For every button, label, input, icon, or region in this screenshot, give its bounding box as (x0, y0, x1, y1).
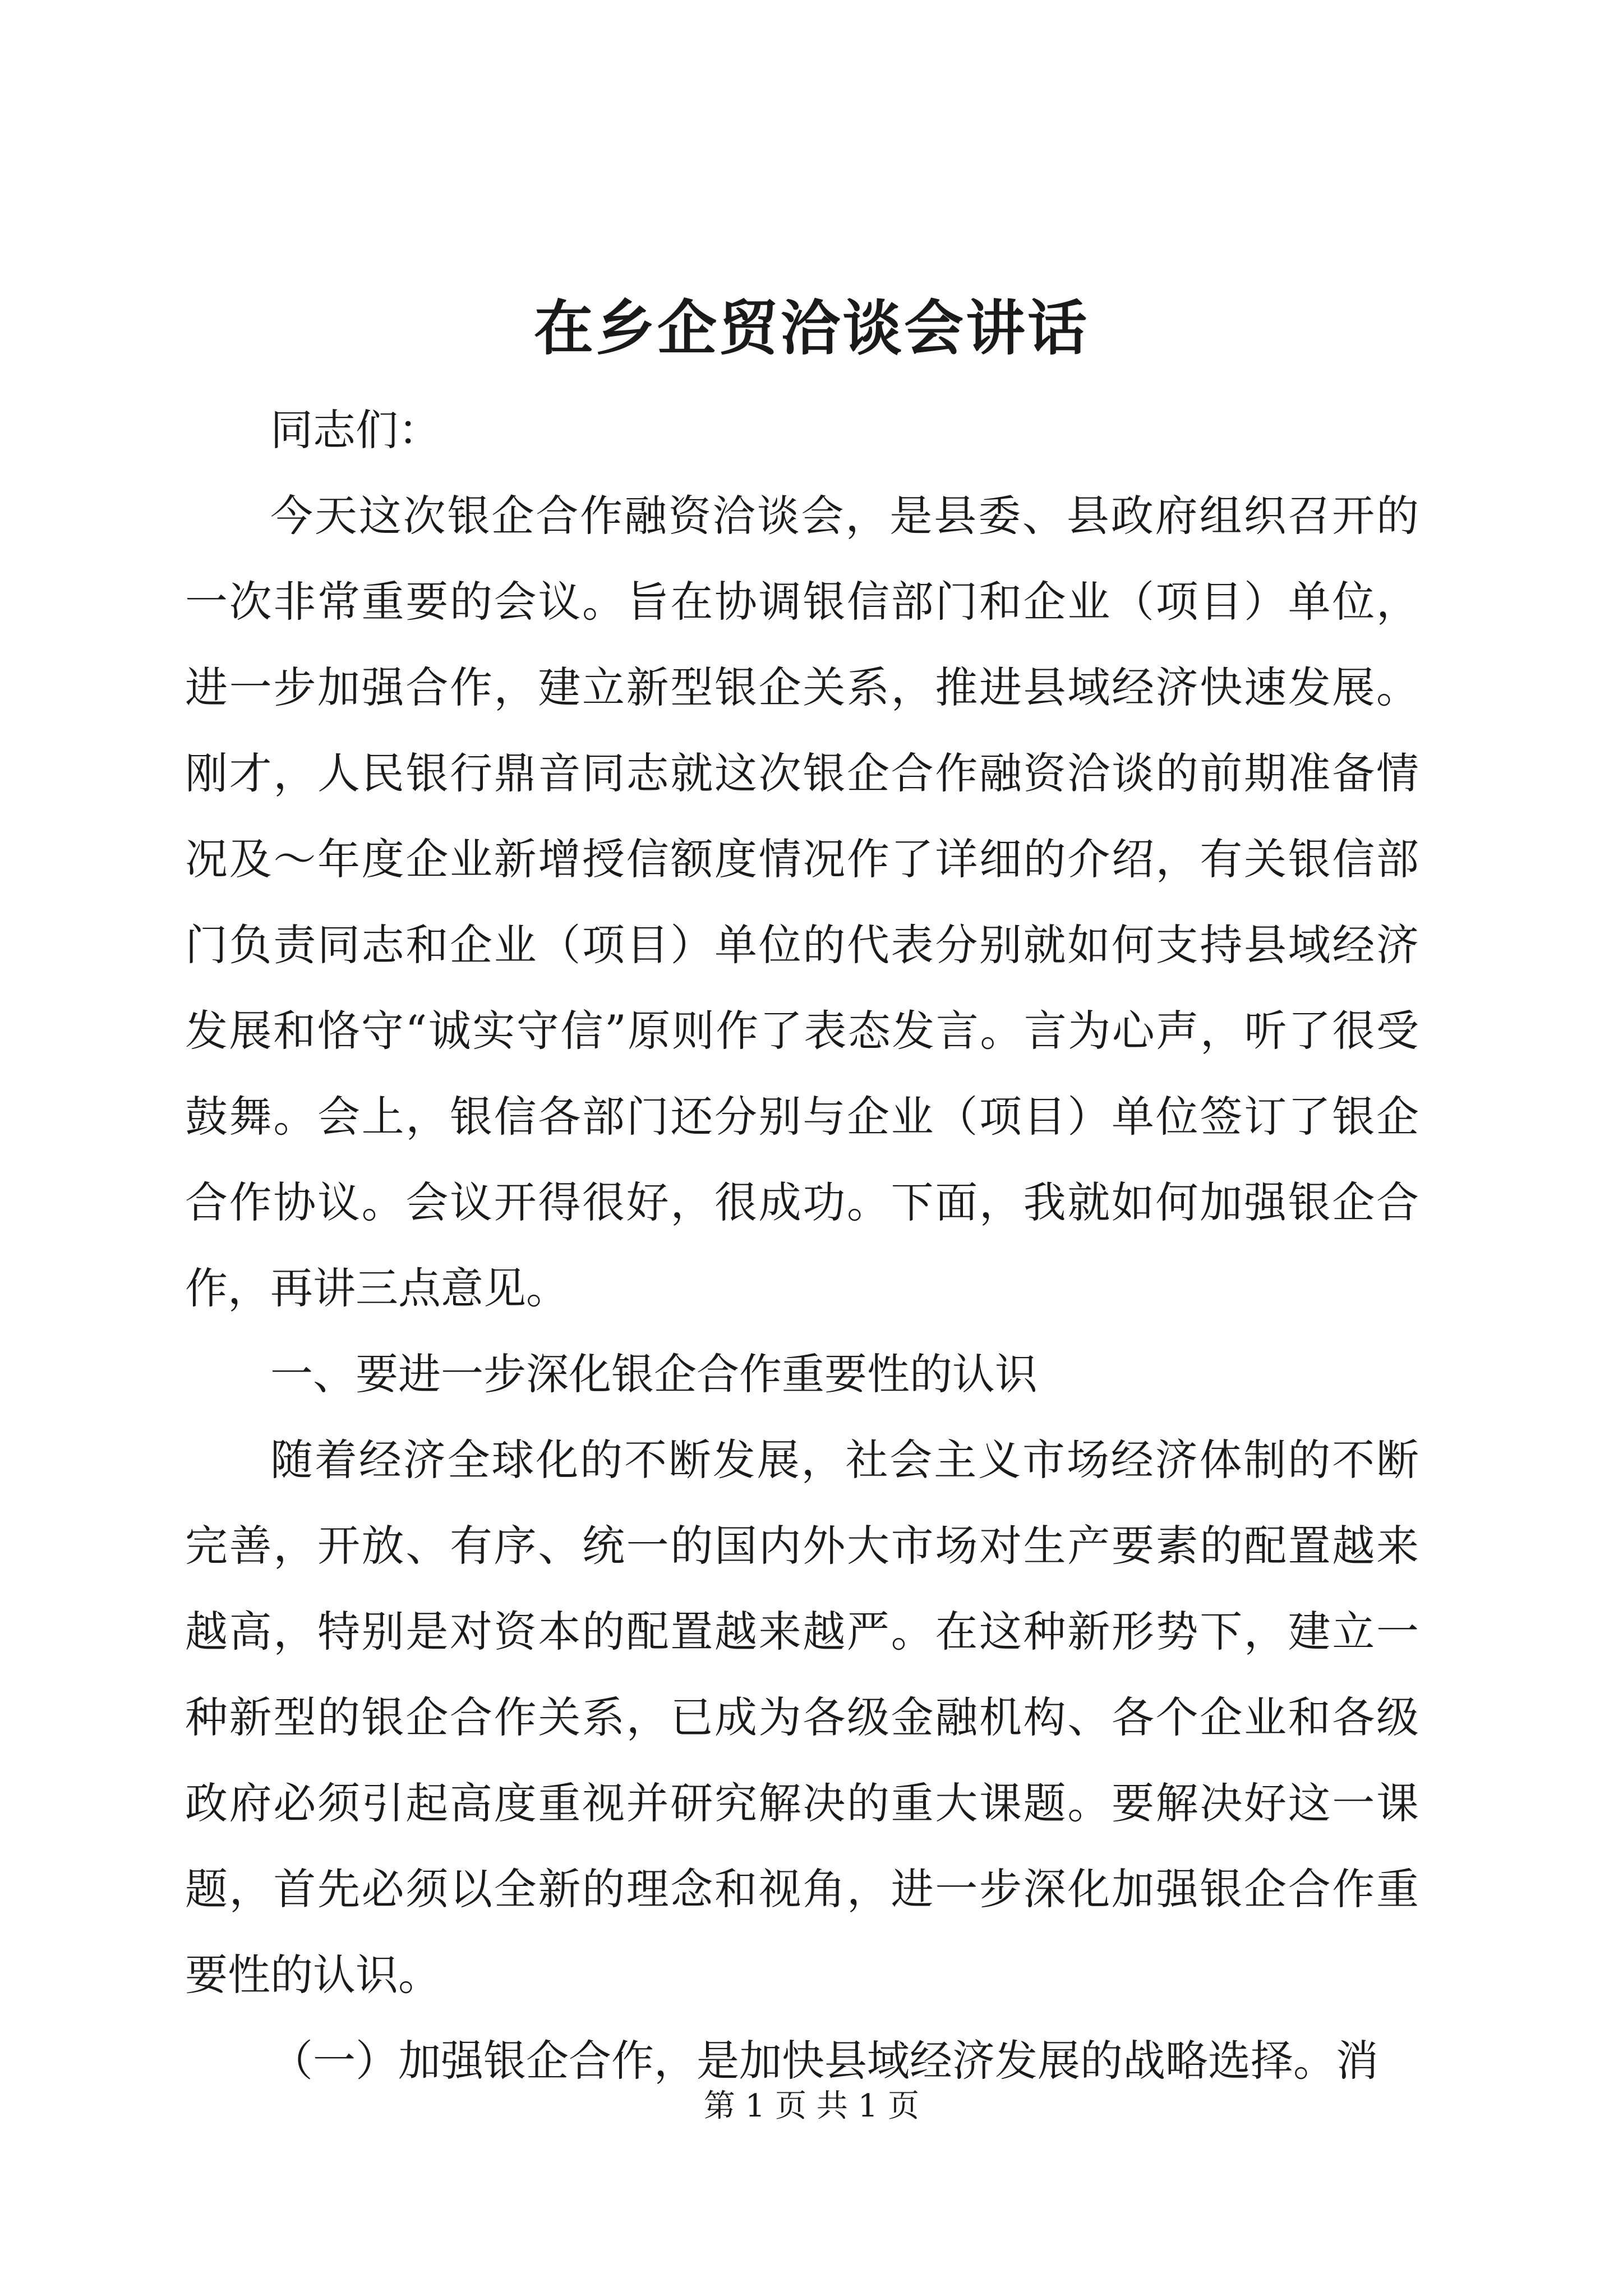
body-paragraph: 随着经济全球化的不断发展，社会主义市场经济体制的不断完善，开放、有序、统一的国内外大市场对生产要素的配置越来越高，特别是对资本的配置越来越严。在这种新形势下，建立一种新型的银企合作关系，已成为各级金融机构、各个企业和各级政府必须引起高度重视并研究解决的重大课题。要解决好这一课题，首先必须以全新的理念和视角，进一步深化加强银企合作重要性的认识。 (185, 1435, 1419, 2000)
section-heading: 一、要进一步深化银企合作重要性的认识 (270, 1349, 1038, 1399)
page-number-footer: 第 1 页 共 1 页 (703, 2088, 920, 2124)
subsection-paragraph: （一）加强银企合作，是加快县域经济发展的战略选择。消 (270, 2036, 1378, 2086)
document-body (185, 387, 1419, 2104)
intro-paragraph: 今天这次银企合作融资洽谈会，是县委、县政府组织召开的一次非常重要的会议。旨在协调银信部门和企业（项目）单位，进一步加强合作，建立新型银企关系，推进县域经济快速发展。刚才，人民银行鼎音同志就这次银企合作融资洽谈的前期准备情况及～年度企业新增授信额度情况作了详细的介绍，有关银信部门负责同志和企业（项目）单位的代表分别就如何支持县域经济发展和恪守“诚实守信”原则作了表态发言。言为心声，听了很受鼓舞。会上，银信各部门还分别与企业（项目）单位签订了银企合作协议。会议开得很好，很成功。下面，我就如何加强银企合作，再讲三点意见。 (185, 491, 1419, 1313)
salutation-paragraph: 同志们： (270, 405, 441, 455)
document-title: 在乡企贸洽谈会讲话 (534, 293, 1089, 363)
